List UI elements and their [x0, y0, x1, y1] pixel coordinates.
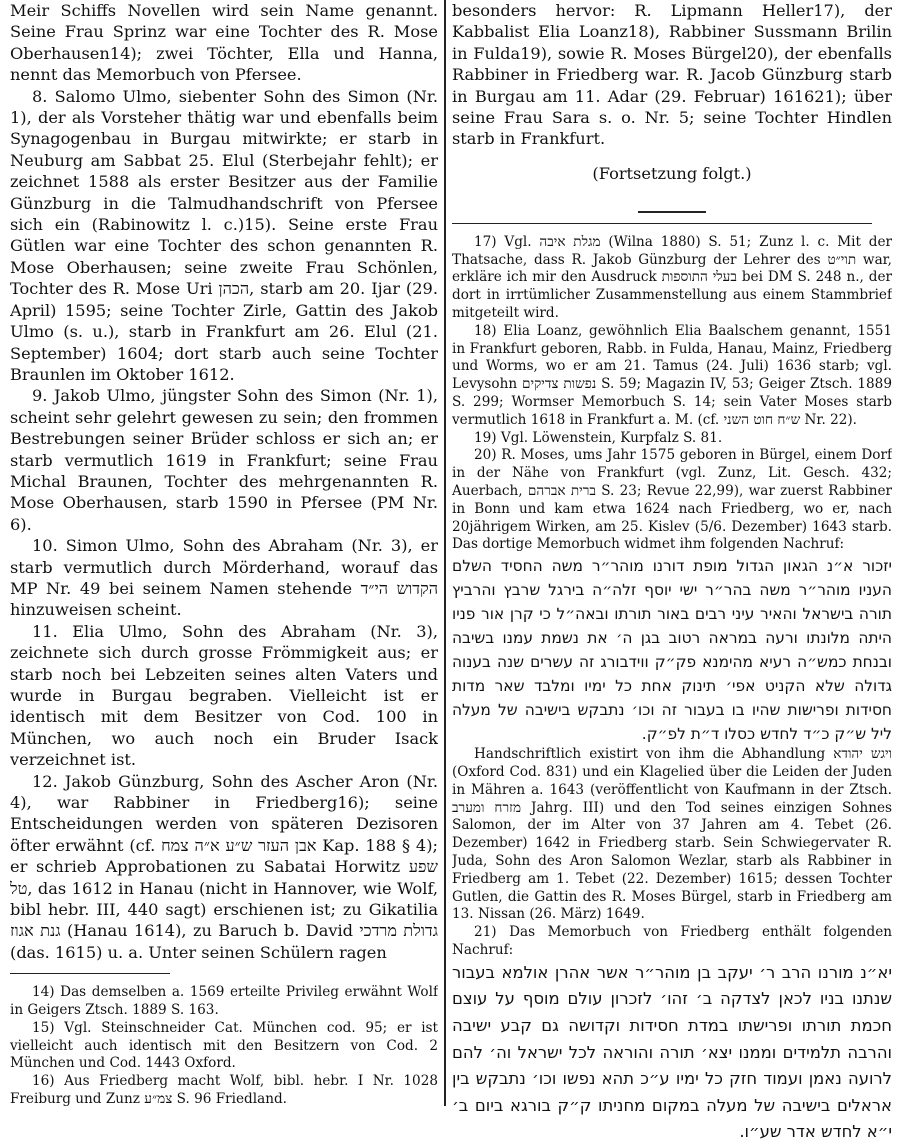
- hebrew-memorial-moses: יזכור א״נ הגאון הגדול מופת דורנו מוהר״ר משה החסיד השלם העניו מוהר״ר משה בהר״ר ישי יוסף זלה״ה בירגל שרבץ והרביץ תורה בישראל והאיר עיני רבים באור תורתו ובאה״ל כי קרן אור פניו היתה מלונתו ורעה במראה רטוב בגן ה׳ את נשמת עמנו בשיבה ובנחת כמש״ה רעיא מהימנא פק״ק ווידבורג זה עשרים שנה בענוה גדולה שלא הקניט אפי׳ תינוק אחת כל ימיו ומלבד שאר מדות חסידות ופרישות שהיו בו בעבור זה וכו׳ נתבקש בישיבה של מעלה ליל ש״ק כ״ד לחדש כסלו ד״ת לפ״ק.: [452, 557, 892, 744]
- footnote-21: 21) Das Memorbuch von Friedberg enthält folgenden Nachruf:: [452, 924, 892, 958]
- continued-notice: (Fortsetzung folgt.): [592, 163, 752, 183]
- footnote-17: 17) Vgl. מגלת איבה (Wilna 1880) S. 51; Zunz l. c. Mit der Thatsache, dass R. Jakob Günzburg der Lehrer des תוי״ט war, erkläre ich mir den Ausdruck בעלי התוספות bei DM S. 248 n., der dort in irrtümlicher Zusammenstellung aus einem Stammbrief mitgeteilt wird.: [452, 233, 892, 322]
- footnote-20-continued: Handschriftlich existirt von ihm die Abhandlung ויגש יהודא (Oxford Cod. 831) und ein Klagelied über die Leiden der Juden in Mähren a. 1643 (veröffentlicht von Kaufmann in der Ztsch. מזרח ומערב Jahrg. III) und den Tod seines einzigen Sohnes Salomon, der im Alter von 37 Jahren am 4. Tebet (26. Dezember) 1642 in Friedberg starb. Sein Schwiegervater R. Juda, Sohn des Aron Salomon Wezlar, starb als Rabbiner in Friedberg am 1. Tebet (22. Dezember) 1615; dessen Tochter Gutlen, die Gattin des R. Moses Bürgel, starb in Friedberg am 13. Nissan (26. März) 1649.: [452, 746, 892, 923]
- entry-8: 8. Salomo Ulmo, siebenter Sohn des Simon (Nr. 1), der als Vorsteher thätig war und ebenfalls beim Synagogenbau in Burgau mitwirkte; er starb in Neuburg am Sabbat 25. Elul (Sterbejahr fehlt); er zeichnet 1588 als erster Besitzer aus der Familie Günzburg in die Talmudhandschrift von Pfersee sich ein (Rabinowitz l. c.)15). Seine erste Frau Gütlen war eine Tochter des schon genannten R. Mose Oberhausen; seine zweite Frau Schönlen, Tochter des R. Mose Uri הכהן, starb am 20. Ijar (29. April) 1595; seine Tochter Zirle, Gattin des Jakob Ulmo (s. u.), starb in Frankfurt am 26. Elul (21. September) 1604; dort starb auch seine Tochter Braunlen im Oktober 1612.: [10, 86, 438, 384]
- footnote-20: 20) R. Moses, ums Jahr 1575 geboren in Bürgel, einem Dorf in der Nähe von Frankfurt (vgl. Zunz, Lit. Gesch. 432; Auerbach, ברית אברהם S. 23; Revue 22,99), war zuerst Rabbiner in Bonn und kam etwa 1624 nach Friedberg, wo er, nach 20jährigem Wirken, am 25. Kislev (5/6. Dezember) 1643 starb. Das dortige Memorbuch widmet ihm folgenden Nachruf:: [452, 447, 892, 553]
- right-column: [452, 0, 892, 1146]
- hebrew-memorial-jacob: יא״נ מורנו הרב ר׳ יעקב בן מוהר״ר אשר אהרן אולמא בעבור שנתנו בניו לכאן לצדקה ב׳ זהו׳ לזכרון עולם מוסף על עוצם חכמת תורתו ופרישתו במדת חסידות וקדושה גם קבע ישיבה והרבה תלמידים וממנו יצא׳ תורה והוראה לכל ישראל וה׳ להם לרועה נאמן ועמוד חזק כל ימיו ע״כ תהא נפשו וכו׳ נתבקש בין אראלים בישיבה של מעלה במקום מחניתו ק״ק בורגא ביום ב׳ י״א לחדש אדר שע״ו.: [452, 962, 892, 1142]
- section-divider: [638, 211, 706, 213]
- footnote-19: 19) Vgl. Löwenstein, Kurpfalz S. 81.: [474, 429, 723, 446]
- entry-9: 9. Jakob Ulmo, jüngster Sohn des Simon (Nr. 1), scheint sehr gelehrt gewesen zu sein; den frommen Bestrebungen seiner Brüder schloss er sich an; er starb vermutlich 1619 in Frankfurt; seine Frau Michal Braunen, Tochter des mehrgenannten R. Mose Oberhausen, starb 1590 in Pfersee (PM Nr. 6).: [10, 386, 438, 534]
- left-top-paragraph: Meir Schiffs Novellen wird sein Name genannt. Seine Frau Sprinz war eine Tochter des R. Mose Oberhausen14); zwei Töchter, Ella und Hanna, nennt das Memorbuch von Pfersee.: [10, 1, 438, 85]
- left-column: [10, 0, 438, 1109]
- footnote-divider-right: [452, 223, 872, 224]
- right-top-paragraph: besonders hervor: R. Lipmann Heller17), der Kabbalist Elia Loanz18), Rabbiner Sussmann Brilin in Fulda19), sowie R. Moses Bürgel20), der ebenfalls Rabbiner in Friedberg war. R. Jacob Günzburg starb in Burgau am 11. Adar (29. Februar) 161621); über seine Frau Sara s. o. Nr. 5; seine Tochter Hindlen starb in Frankfurt.: [452, 1, 892, 149]
- footnote-14: 14) Das demselben a. 1569 erteilte Privileg erwähnt Wolf in Geigers Ztsch. 1889 S. 163.: [10, 984, 438, 1019]
- entry-11: 11. Elia Ulmo, Sohn des Abraham (Nr. 3), zeichnete sich durch grosse Frömmigkeit aus; er starb noch bei Lebzeiten seines alten Vaters und wurde in Burgau begraben. Vielleicht ist er identisch mit dem Besitzer von Cod. 100 in München, wo auch noch ein Bruder Isack verzeichnet ist.: [10, 621, 438, 770]
- entry-12: 12. Jakob Günzburg, Sohn des Ascher Aron (Nr. 4), war Rabbiner in Friedberg16); seine Entscheidungen werden von späteren Dezisoren öfter erwähnt (cf. אבן העזר ש״ע א״ה צמח Kap. 188 § 4); er schrieb Approbationen zu Sabatai Horwitz שפע טל, das 1612 in Hanau (nicht in Hannover, wie Wolf, bibl hebr. III, 440 sagt) erschienen ist; zu Gikatilia גנת אגוז (Hanau 1614), zu Baruch b. David גדולת מרדכי (das. 1615) u. a. Unter seinen Schülern ragen: [10, 771, 438, 962]
- footnote-divider-left: [10, 973, 170, 974]
- footnote-16: 16) Aus Friedberg macht Wolf, bibl. hebr. I Nr. 1028 Freiburg und Zunz צמ״ע S. 96 Friedland.: [10, 1073, 438, 1108]
- entry-10: 10. Simon Ulmo, Sohn des Abraham (Nr. 3), er starb vermutlich durch Mörderhand, worauf das MP Nr. 49 bei seinem Namen stehende הקדוש הי״ד hinzuweisen scheint.: [10, 536, 438, 620]
- column-divider: [444, 0, 446, 1106]
- footnote-15: 15) Vgl. Steinschneider Cat. München cod. 95; er ist vielleicht auch identisch mit den Besitzern von Cod. 2 München und Cod. 1443 Oxford.: [10, 1019, 438, 1072]
- footnote-18: 18) Elia Loanz, gewöhnlich Elia Baalschem genannt, 1551 in Frankfurt geboren, Rabb. in Fulda, Hanau, Mainz, Friedberg und Worms, wo er am 21. Tamus (24. Juli) 1636 starb; vgl. Levysohn נפשות צדיקים S. 59; Magazin IV, 53; Geiger Ztsch. 1889 S. 299; Wormser Memorbuch S. 14; sein Vater Moses starb vermutlich 1618 in Frankfurt a. M. (cf. ש״ח חוט השני Nr. 22).: [452, 322, 892, 428]
